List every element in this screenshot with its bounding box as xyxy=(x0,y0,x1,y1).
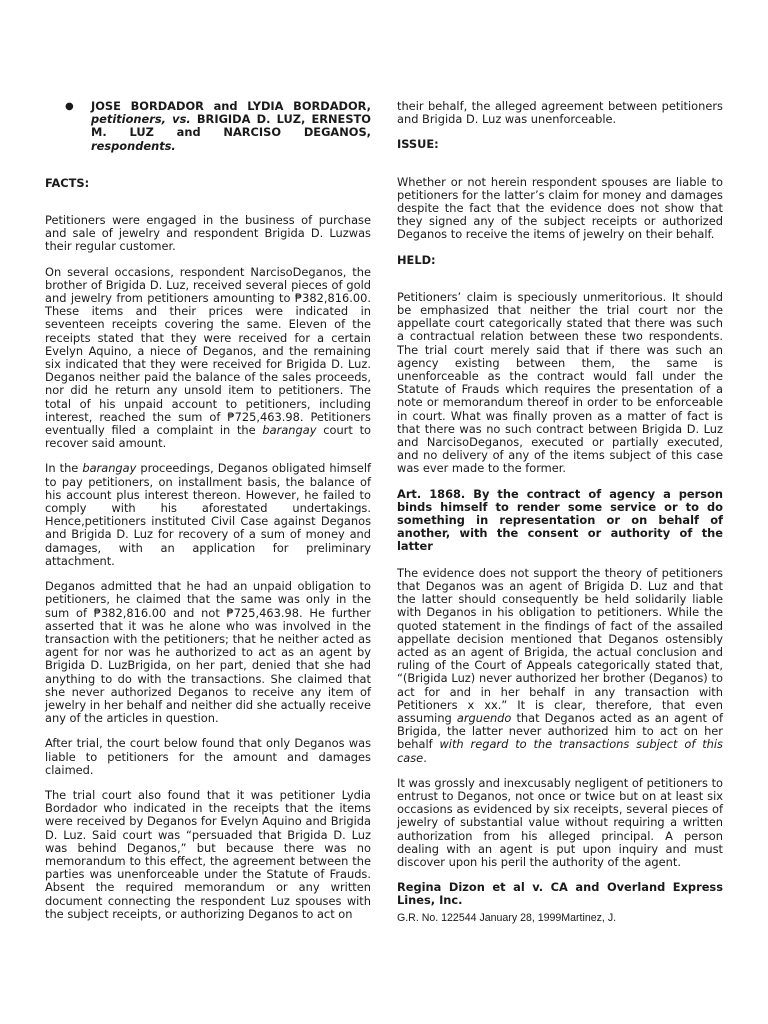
case-title-item xyxy=(45,100,371,153)
bullet-icon: ● xyxy=(65,101,74,112)
facts-heading: FACTS: xyxy=(45,175,90,190)
next-case-title: Regina Dizon et al v. CA and Overland Express Lines, Inc. xyxy=(397,880,723,908)
negligence-paragraph: It was grossly and inexcusably negligent of petitioners to entrust to Deganos, not once or twice but on at least six occasions as evidenced by six receipts, several pieces of jewelry of substantial value without requiring a written authorization from his alleged principal. A person dealing with an agent is put upon inquiry and must discover upon his peril the authority of the agent. xyxy=(397,775,723,869)
facts-paragraph-6: The trial court also found that it was petitioner Lydia Bordador who indicated in the receipts that the items were received by Deganos for Evelyn Aquino and Brigida D. Luz. Said court was “persuaded that Brigida D. Luz was behind Deganos,” but because there was no memorandum to this effect, the agreement between the parties was unenforceable under the Statute of Frauds. Absent the required memorandum or any written document connecting the respondent Luz spouses with the subject receipts, or authorizing Deganos to act on xyxy=(45,787,371,921)
issue-paragraph: Whether or not herein respondent spouses are liable to petitioners for the latter’s claim for money and damages despite the fact that the evidence does not show that they signed any of the subject receipts or authorized Deganos to receive the items of jewelry on their behalf. xyxy=(397,174,723,242)
facts-paragraph-3: In the barangay proceedings, Deganos obligated himself to pay petitioners, on installment basis, the balance of his account plus interest thereon. However, he failed to comply with his aforestated undertakings. Hence,petitioners instituted Civil Case against Deganos and Brigida D. Luz for recovery of a sum of money and damages, with an application for preliminary attachment. xyxy=(45,461,371,568)
held-paragraph: Petitioners’ claim is speciously unmeritorious. It should be emphasized that neither the trial court nor the appellate court categorically stated that there was such a contractual relation between these two respondents. The trial court merely said that if there was such an agency existing between them, the same is unenforceable as the contract would fall under the Statute of Frauds which requires the presentation of a note or memorandum thereof in order to be enforceable in court. What was finally proven as a matter of fact is that there was no such contract between Brigida D. Luz and NarcisoDeganos, executed or partially executed, and no delivery of any of the items subject of this case was ever made to the former. xyxy=(397,289,723,476)
facts-paragraph-2: On several occasions, respondent NarcisoDeganos, the brother of Brigida D. Luz, received several pieces of gold and jewelry from petitioners amounting to ₱382,816.00. These items and their prices were indicated in seventeen receipts covering the same. Eleven of the receipts stated that they were received for a certain Evelyn Aquino, a niece of Deganos, and the remaining six indicated that they were received for Brigida D. Luz. Deganos neither paid the balance of the sales proceeds, nor did he return any unsold item to petitioners. The total of his unpaid account to petitioners, including interest, reached the sum of ₱725,463.98. Petitioners eventually filed a complaint in the barangay court to recover said amount. xyxy=(45,264,372,451)
article-1868-quote: Art. 1868. By the contract of agency a person binds himself to render some service or to do something in representation or on behalf of another, with the consent or authority of the latter xyxy=(397,486,723,554)
facts-paragraph-1: Petitioners were engaged in the business of purchase and sale of jewelry and respondent Brigida D. Luzwas their regular customer. xyxy=(45,213,371,254)
left-column xyxy=(45,100,371,933)
facts-paragraph-5: After trial, the court below found that only Deganos was liable to petitioners for the amount and damages claimed. xyxy=(45,736,371,777)
facts-continuation: their behalf, the alleged agreement between petitioners and Brigida D. Luz was unenforceable. xyxy=(397,99,723,127)
next-case-citation: G.R. No. 122544 January 28, 1999Martinez, J. xyxy=(397,911,617,924)
evidence-paragraph: The evidence does not support the theory of petitioners that Deganos was an agent of Brigida D. Luz and that the latter should consequently be held solidarily liable with Deganos in his obligation to petitioners. While the quoted statement in the findings of fact of the assailed appellate decision mentioned that Deganos ostensibly acted as an agent of Brigida, the actual conclusion and ruling of the Court of Appeals categorically stated that, “(Brigida Luz) never authorized her brother (Deganos) to act for and in her behalf in any transaction with Petitioners x xx.” It is clear, therefore, that even assuming arguendo that Deganos acted as an agent of Brigida, the latter never authorized him to act on her behalf with regard to the transactions subject of this case. xyxy=(397,565,723,765)
held-heading: HELD: xyxy=(397,252,436,267)
issue-heading: ISSUE: xyxy=(397,137,439,152)
right-column xyxy=(397,100,723,925)
case-title: JOSE BORDADOR and LYDIA BORDADOR, petitioners, vs. BRIGIDA D. LUZ, ERNESTO M. LUZ and NARCISO DEGANOS, respondents. xyxy=(91,99,371,153)
facts-paragraph-4: Deganos admitted that he had an unpaid obligation to petitioners, he claimed that the same was only in the sum of ₱382,816.00 and not ₱725,463.98. He further asserted that it was he alone who was involved in the transaction with the petitioners; that he neither acted as agent for nor was he authorized to act as an agent by Brigida D. LuzBrigida, on her part, denied that she had anything to do with the transactions. She claimed that she never authorized Deganos to receive any item of jewelry in her behalf and neither did she actually receive any of the articles in question. xyxy=(45,579,371,726)
